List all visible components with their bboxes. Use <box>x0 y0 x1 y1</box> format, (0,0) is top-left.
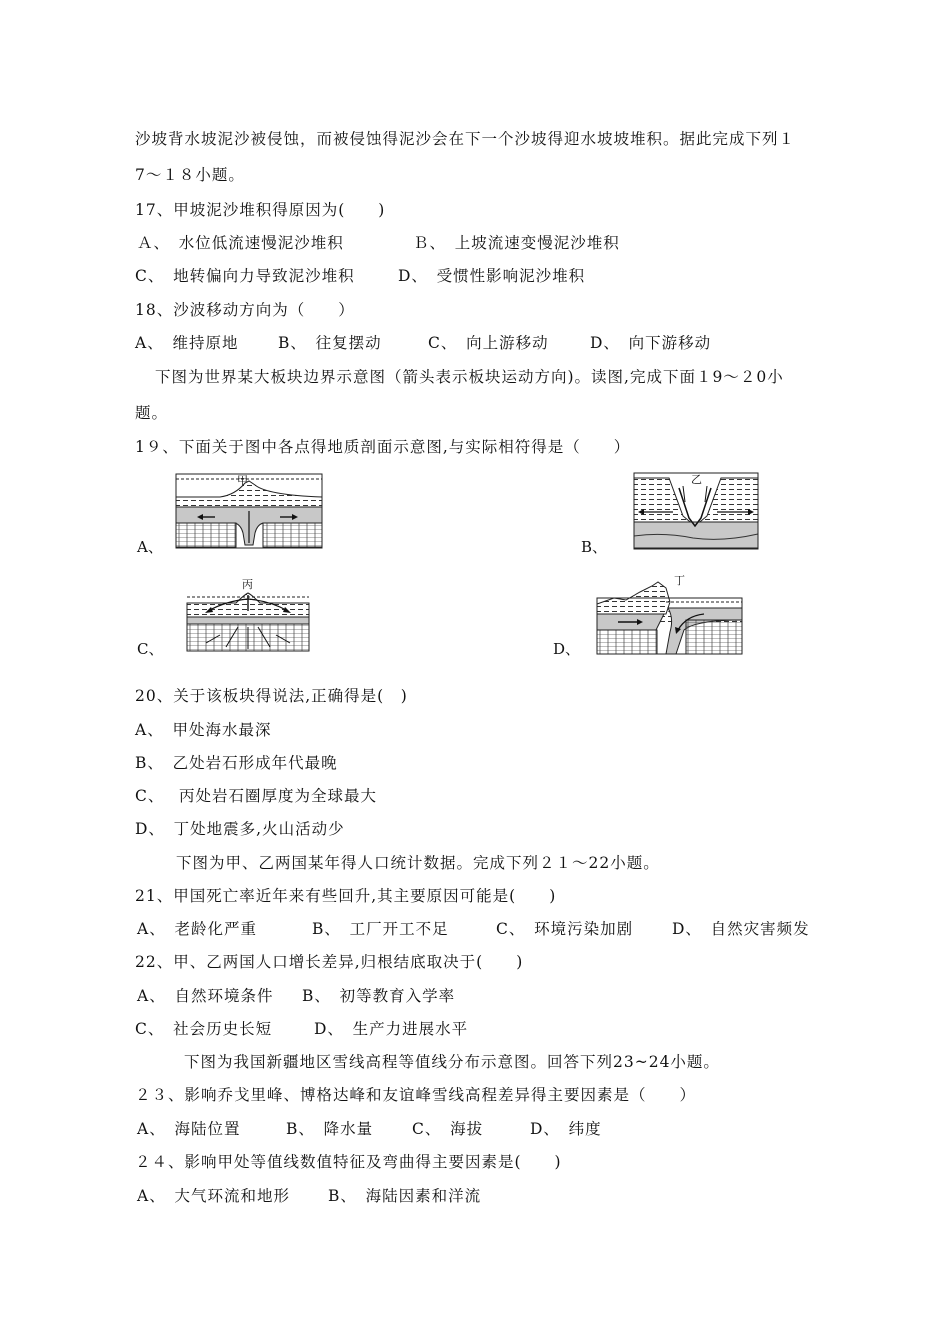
diagram-c-mark: 丙 <box>242 578 253 591</box>
q20-option-b[interactable]: B、 乙处岩石形成年代最晚 <box>135 754 338 772</box>
intro2-line-1: 下图为世界某大板块边界示意图（箭头表示板块运动方向)。读图,完成下面１9～２0小 <box>155 368 784 386</box>
diagram-b-label[interactable]: B、 <box>581 538 608 556</box>
q23-stem: ２３、影响乔戈里峰、博格达峰和友谊峰雪线高程差异得主要因素是（ ） <box>135 1086 697 1104</box>
q19-stem: 1９、下面关于图中各点得地质剖面示意图,与实际相符得是（ ） <box>135 438 631 456</box>
q21-option-d[interactable]: D、 自然灾害频发 <box>672 920 810 938</box>
q17-option-b[interactable]: Ｂ、 上坡流速变慢泥沙堆积 <box>413 234 620 252</box>
q20-stem: 20、关于该板块得说法,正确得是( ) <box>135 687 408 705</box>
q22-option-c[interactable]: C、 社会历史长短 <box>135 1020 273 1038</box>
q21-option-a[interactable]: A、 老龄化严重 <box>137 920 257 938</box>
q18-option-c[interactable]: C、 向上游移动 <box>428 334 549 352</box>
q18-option-d[interactable]: D、 向下游移动 <box>590 334 712 352</box>
q23-option-b[interactable]: B、 降水量 <box>286 1120 374 1138</box>
q17-stem: 17、甲坡泥沙堆积得原因为( ) <box>135 201 386 219</box>
q22-option-d[interactable]: D、 生产力进展水平 <box>314 1020 469 1038</box>
q21-stem: 21、甲国死亡率近年来有些回升,其主要原因可能是( ) <box>135 887 557 905</box>
q24-option-a[interactable]: A、 大气环流和地形 <box>137 1187 290 1205</box>
q24-stem: ２４、影响甲处等值线数值特征及弯曲得主要因素是( ) <box>135 1153 562 1171</box>
q18-option-a[interactable]: A、 维持原地 <box>135 334 239 352</box>
q22-option-a[interactable]: A、 自然环境条件 <box>137 987 274 1005</box>
q21-option-b[interactable]: B、 工厂开工不足 <box>312 920 449 938</box>
intro2-line-2: 题。 <box>135 404 169 422</box>
q23-option-a[interactable]: A、 海陆位置 <box>137 1120 241 1138</box>
intro4-line-1: 下图为我国新疆地区雪线高程等值线分布示意图。回答下列23~24小题。 <box>184 1053 720 1071</box>
intro-line-1: 沙坡背水坡泥沙被侵蚀，而被侵蚀得泥沙会在下一个沙坡得迎水坡坡堆积。据此完成下列１ <box>135 130 796 148</box>
diagram-c-label[interactable]: C、 <box>137 640 164 658</box>
diagram-d-mark: 丁 <box>674 574 685 587</box>
intro-line-2: 7～１８小题。 <box>135 166 245 184</box>
q22-option-b[interactable]: B、 初等教育入学率 <box>302 987 456 1005</box>
diagram-c <box>186 577 310 653</box>
q21-option-c[interactable]: C、 环境污染加剧 <box>496 920 634 938</box>
q20-option-c[interactable]: C、 丙处岩石圈厚度为全球最大 <box>135 787 378 805</box>
diagram-b <box>633 472 759 550</box>
intro3-line-1: 下图为甲、乙两国某年得人口统计数据。完成下列２１～22小题。 <box>176 854 660 872</box>
diagram-a <box>175 473 323 549</box>
q20-option-d[interactable]: D、 丁处地震多,火山活动少 <box>135 820 345 838</box>
diagram-d-label[interactable]: D、 <box>553 640 581 658</box>
q17-option-c[interactable]: C、 地转偏向力导致泥沙堆积 <box>135 267 355 285</box>
q18-stem: 18、沙波移动方向为（ ） <box>135 301 355 319</box>
q24-option-b[interactable]: B、 海陆因素和洋流 <box>328 1187 482 1205</box>
q17-option-d[interactable]: D、 受惯性影响泥沙堆积 <box>398 267 586 285</box>
diagram-d <box>596 574 744 656</box>
q20-option-a[interactable]: A、 甲处海水最深 <box>135 721 272 739</box>
q23-option-c[interactable]: C、 海拔 <box>412 1120 484 1138</box>
q23-option-d[interactable]: D、 纬度 <box>530 1120 602 1138</box>
diagram-a-label[interactable]: A、 <box>137 538 163 556</box>
diagram-b-mark: 乙 <box>691 473 702 486</box>
diagram-a-mark: 甲 <box>237 474 248 487</box>
q17-option-a[interactable]: Ａ、 水位低流速慢泥沙堆积 <box>137 234 344 252</box>
q22-stem: 22、甲、乙两国人口增长差异,归根结底取决于( ) <box>135 953 524 971</box>
q18-option-b[interactable]: B、 往复摆动 <box>278 334 382 352</box>
